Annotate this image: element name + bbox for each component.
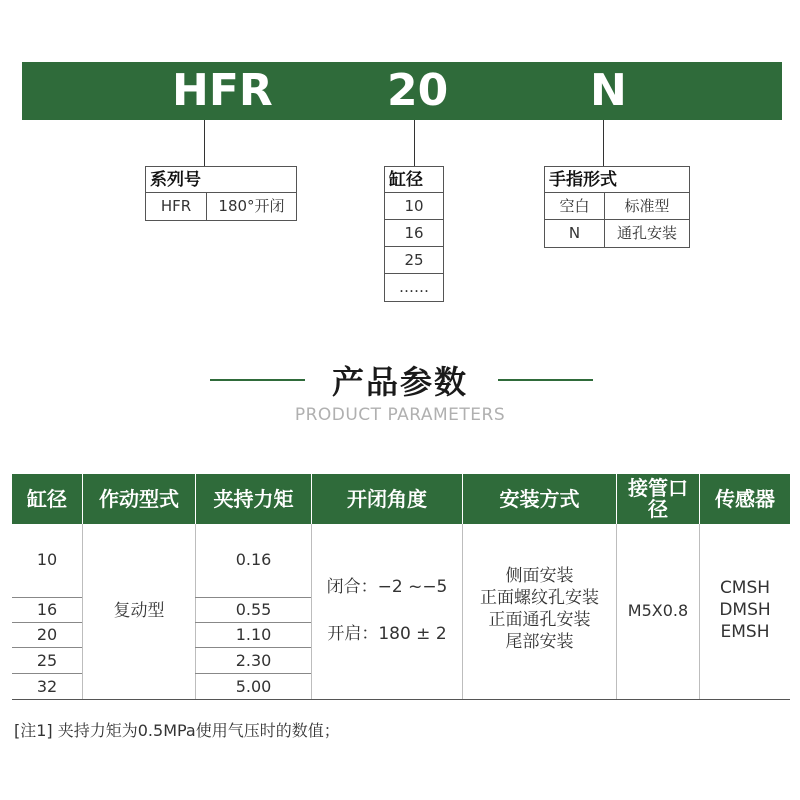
table-cell-bore: 16 (36, 600, 58, 619)
finger-code-cell: N (568, 224, 581, 242)
table-cell-sensor: EMSH (720, 622, 770, 642)
table-cell-sensor: CMSH (719, 578, 771, 598)
bore-box (384, 166, 444, 302)
bore-value: …… (399, 278, 429, 296)
finger-row (545, 193, 689, 220)
bore-row (385, 274, 443, 301)
bore-row (385, 247, 443, 274)
finger-desc-cell: 通孔安装 (604, 220, 689, 247)
row-divider (12, 622, 82, 623)
row-divider (12, 647, 82, 648)
th-mounting: 安装方式 (499, 486, 580, 511)
bore-value: 16 (404, 224, 424, 242)
bore-value: 25 (404, 251, 424, 269)
table-cell-bore: 10 (36, 550, 58, 569)
row-divider (195, 597, 311, 598)
th-angle: 开闭角度 (347, 486, 427, 511)
bore-leader-line (414, 120, 415, 166)
series-desc-cell: 180°开闭 (206, 193, 296, 220)
row-divider (195, 647, 311, 648)
header-divider (195, 474, 196, 524)
table-cell-angle-close: 闭合：−2 ~−5 (326, 577, 448, 597)
finger-desc-cell: 标准型 (604, 193, 689, 219)
th-bore: 缸径 (27, 486, 67, 511)
header-divider (616, 474, 617, 524)
table-cell-mounting: 侧面安装 (505, 566, 574, 586)
series-row (146, 193, 296, 220)
finger-code-cell: 空白 (559, 197, 590, 215)
table-cell-bore: 25 (36, 651, 58, 670)
finger-box-header: 手指形式 (545, 167, 689, 193)
th-sensor: 传感器 (715, 486, 775, 511)
row-divider (195, 673, 311, 674)
th-action: 作动型式 (99, 486, 179, 511)
model-bore-code: 20 (387, 65, 449, 116)
table-cell-torque: 0.55 (235, 600, 272, 619)
header-divider (462, 474, 463, 524)
section-subtitle: PRODUCT PARAMETERS (294, 405, 506, 425)
series-box-header: 系列号 (146, 167, 296, 193)
th-torque: 夹持力矩 (213, 486, 294, 511)
bore-row (385, 193, 443, 220)
table-cell-sensor: DMSH (719, 600, 771, 620)
table-cell-torque: 5.00 (235, 677, 272, 696)
th-port: 接管口径 (628, 476, 688, 521)
table-bottom-border (12, 699, 790, 700)
bore-row (385, 220, 443, 247)
bore-box-header: 缸径 (385, 167, 443, 193)
row-divider (195, 622, 311, 623)
header-divider (699, 474, 700, 524)
series-box (145, 166, 297, 221)
table-cell-mounting: 尾部安装 (505, 632, 574, 652)
model-series-code: HFR (172, 65, 273, 116)
finger-box (544, 166, 690, 248)
header-divider (82, 474, 83, 524)
row-divider (12, 597, 82, 598)
finger-row (545, 220, 689, 247)
table-cell-torque: 2.30 (235, 651, 272, 670)
row-divider (12, 673, 82, 674)
bore-value: 10 (404, 197, 424, 215)
table-cell-bore: 32 (36, 677, 58, 696)
table-cell-torque: 1.10 (235, 625, 272, 644)
finger-leader-line (603, 120, 604, 166)
table-cell-mounting: 正面通孔安装 (488, 610, 591, 630)
table-cell-port-size: M5X0.8 (627, 601, 689, 620)
section-title: 产品参数 (331, 363, 468, 401)
series-code-cell: HFR (160, 197, 192, 215)
table-cell-action-type: 复动型 (113, 601, 165, 621)
header-divider (311, 474, 312, 524)
table-cell-angle-open: 开启：180 ± 2 (327, 624, 447, 644)
table-cell-mounting: 正面螺纹孔安装 (480, 588, 599, 608)
model-finger-code: N (590, 65, 627, 116)
table-cell-bore: 20 (36, 625, 58, 644)
footnote: [注1] 夹持力矩为0.5MPa使用气压时的数值； (14, 721, 340, 740)
table-cell-torque: 0.16 (235, 550, 272, 569)
series-leader-line (204, 120, 205, 166)
